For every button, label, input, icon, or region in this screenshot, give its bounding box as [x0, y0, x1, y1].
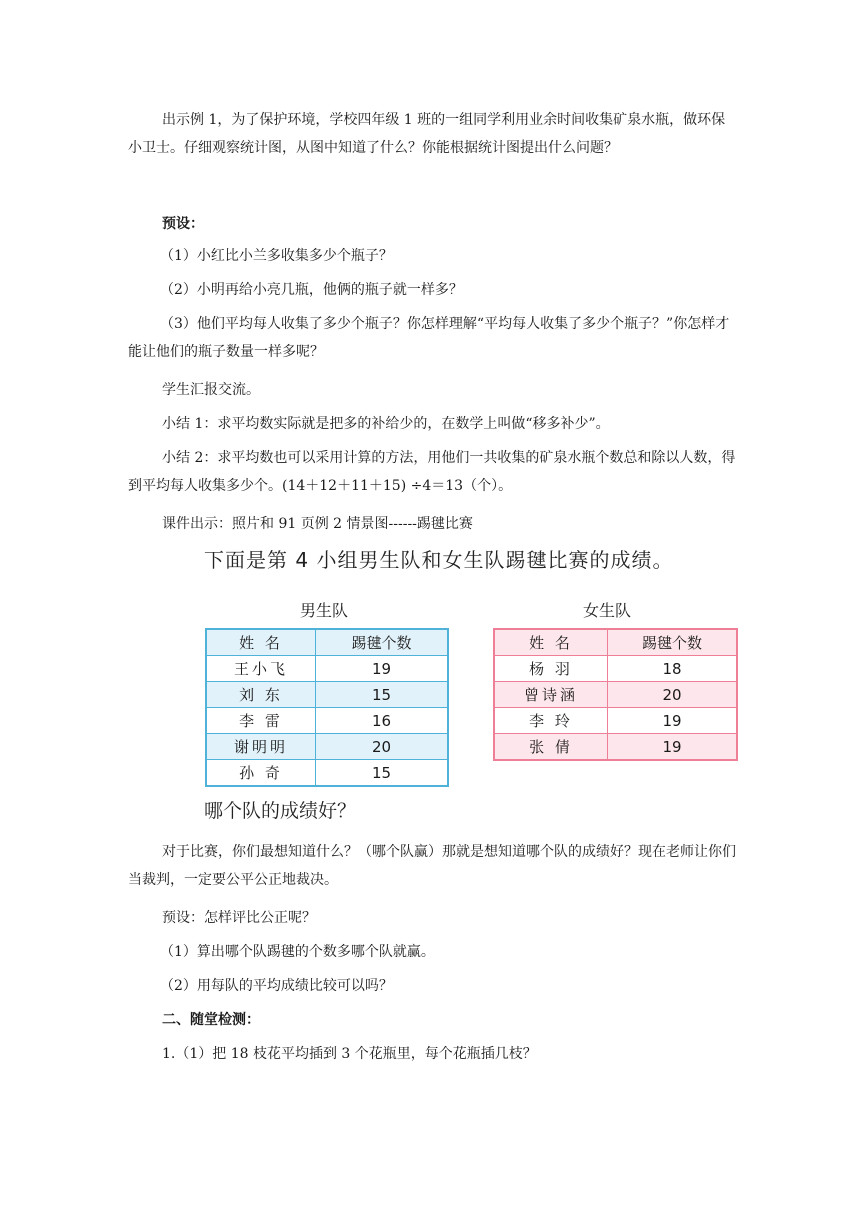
player-count: 15: [316, 682, 449, 708]
player-name: 张 倩: [494, 734, 608, 761]
player-name: 谢明明: [206, 734, 316, 760]
table-row: [206, 682, 448, 708]
figure-title: 下面是第 4 小组男生队和女生队踢毽比赛的成绩。: [204, 548, 674, 572]
after-figure-text: 对于比赛，你们最想知道什么？（哪个队赢）那就是想知道哪个队的成绩好？现在老师让你们当裁判，一定要公平公正地裁决。: [128, 844, 736, 888]
table-row: [206, 760, 448, 787]
header-name: 姓 名: [206, 629, 316, 656]
player-count: 16: [316, 708, 449, 734]
exercise-1: 1.（1）把 18 枝花平均插到 3 个花瓶里，每个花瓶插几枝？: [162, 1046, 537, 1062]
girls-caption: 女生队: [583, 601, 632, 620]
player-name: 杨 羽: [494, 656, 608, 682]
answer-1: （1）算出哪个队踢毽的个数多哪个队就赢。: [160, 944, 435, 960]
question-2: （2）小明再给小亮几瓶，他俩的瓶子就一样多？: [160, 282, 463, 298]
summary-2: 小结 2：求平均数也可以采用计算的方法，用他们一共收集的矿泉水瓶个数总和除以人数，得到平均每人收集多少个。(14＋12＋11＋15) ÷4＝13（个）。: [128, 450, 736, 494]
table-row: [494, 708, 737, 734]
header-count: 踢毽个数: [608, 629, 738, 656]
player-name: 李 玲: [494, 708, 608, 734]
table-header-row: [206, 629, 448, 656]
player-name: 李 雷: [206, 708, 316, 734]
header-name: 姓 名: [494, 629, 608, 656]
player-count: 18: [608, 656, 738, 682]
girls-table: [493, 628, 738, 761]
preset-question: 预设：怎样评比公正呢？: [162, 910, 316, 926]
figure-question: 哪个队的成绩好？: [204, 800, 357, 822]
summary-1: 小结 1：求平均数实际就是把多的补给少的，在数学上叫做“移多补少”。: [162, 416, 610, 432]
player-count: 19: [608, 734, 738, 761]
player-name: 刘 东: [206, 682, 316, 708]
boys-table: [205, 628, 449, 787]
question-1: （1）小红比小兰多收集多少个瓶子？: [160, 248, 393, 264]
player-count: 15: [316, 760, 449, 787]
table-header-row: [494, 629, 737, 656]
header-count: 踢毽个数: [316, 629, 449, 656]
preset-heading: 预设：: [162, 216, 204, 232]
table-row: [206, 708, 448, 734]
player-count: 20: [316, 734, 449, 760]
player-name: 王小飞: [206, 656, 316, 682]
student-report: 学生汇报交流。: [162, 382, 260, 398]
example1-intro: 出示例 1，为了保护环境，学校四年级 1 班的一组同学利用业余时间收集矿泉水瓶，做环保小卫士。仔细观察统计图，从图中知道了什么？你能根据统计图提出什么问题？: [128, 112, 726, 156]
table-row: [494, 656, 737, 682]
question-3: （3）他们平均每人收集了多少个瓶子？你怎样理解“平均每人收集了多少个瓶子？”你怎样才能让他们的瓶子数量一样多呢？: [128, 316, 730, 360]
table-row: [206, 734, 448, 760]
courseware-note: 课件出示：照片和 91 页例 2 情景图------踢毽比赛: [162, 516, 473, 532]
boys-caption: 男生队: [300, 601, 349, 620]
player-name: 孙 奇: [206, 760, 316, 787]
table-row: [494, 682, 737, 708]
player-count: 20: [608, 682, 738, 708]
player-count: 19: [316, 656, 449, 682]
table-row: [494, 734, 737, 761]
shuttlecock-figure: [200, 544, 745, 829]
answer-2: （2）用每队的平均成绩比较可以吗？: [160, 978, 393, 994]
section-2-heading: 二、随堂检测：: [162, 1012, 260, 1028]
table-row: [206, 656, 448, 682]
player-name: 曾诗涵: [494, 682, 608, 708]
player-count: 19: [608, 708, 738, 734]
